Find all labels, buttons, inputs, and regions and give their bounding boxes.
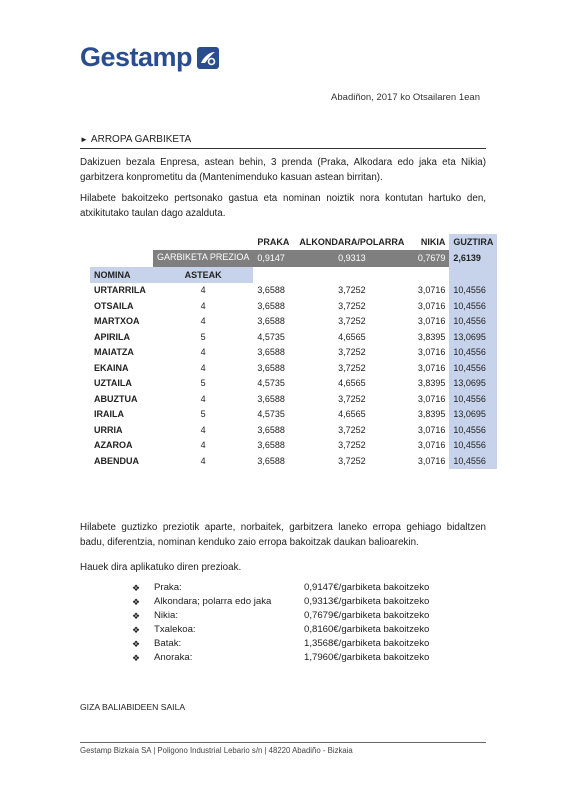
total-cell: 10,4556 [449, 391, 497, 407]
month-cell: UZTAILA [94, 378, 132, 389]
total-cell: 10,4556 [449, 283, 497, 299]
footer-divider [80, 742, 486, 743]
section-divider [80, 148, 486, 149]
item-name: Anoraka: [154, 652, 193, 663]
table-row [90, 298, 497, 314]
weeks-cell: 4 [200, 455, 206, 466]
diamond-bullet-icon: ❖ [132, 611, 141, 621]
item-price: 0,7679€/garbiketa bakoitzeko [304, 610, 430, 621]
total-cell: 10,4556 [449, 314, 497, 330]
praka-cell: 3,6588 [257, 455, 285, 466]
nikia-cell: 3,0716 [417, 424, 446, 435]
alkondara-cell: 3,7252 [338, 362, 366, 373]
praka-cell: 3,6588 [257, 440, 285, 451]
table-row [90, 407, 497, 423]
alkondara-cell: 3,7252 [338, 300, 366, 311]
month-cell: MARTXOA [94, 316, 140, 327]
alkondara-cell: 3,7252 [338, 455, 366, 466]
month-cell: ABUZTUA [94, 393, 138, 404]
cleaning-cost-table [90, 234, 497, 469]
total-cell: 13,0695 [449, 329, 497, 345]
weeks-cell: 4 [200, 362, 206, 373]
total-cell: 10,4556 [449, 360, 497, 376]
table-row [90, 329, 497, 345]
alkondara-cell: 4,6565 [338, 409, 366, 420]
month-cell: MAIATZA [94, 347, 134, 358]
table-row [90, 453, 497, 469]
header-guztira: GUZTIRA [449, 234, 497, 250]
month-cell: ABENDUA [94, 455, 139, 466]
table-row [90, 438, 497, 454]
list-item [132, 637, 429, 651]
price-row [90, 250, 497, 268]
alkondara-cell: 4,6565 [338, 331, 366, 342]
table-row [90, 391, 497, 407]
item-price: 0,9313€/garbiketa bakoitzeko [304, 596, 430, 607]
price-praka: 0,9147 [253, 250, 295, 268]
header-nikia: NIKIA [420, 236, 446, 247]
table-row [90, 360, 497, 376]
alkondara-cell: 3,7252 [338, 347, 366, 358]
table-row [90, 314, 497, 330]
weeks-cell: 5 [200, 378, 206, 389]
praka-cell: 3,6588 [257, 424, 285, 435]
diamond-bullet-icon: ❖ [132, 625, 141, 635]
list-item [132, 623, 429, 637]
praka-cell: 4,5735 [257, 378, 285, 389]
item-name: Nikia: [154, 610, 178, 621]
total-cell: 10,4556 [449, 422, 497, 438]
item-name: Alkondara; polarra edo jaka [154, 596, 272, 607]
nikia-cell: 3,8395 [417, 378, 446, 389]
month-cell: IRAILA [94, 409, 124, 420]
total-cell: 10,4556 [449, 438, 497, 454]
gestamp-logo-icon [196, 46, 220, 70]
list-item [132, 581, 429, 595]
table-row [90, 376, 497, 392]
column-label-row [90, 267, 497, 283]
total-cell: 10,4556 [449, 298, 497, 314]
month-cell: URRIA [94, 424, 123, 435]
month-cell: APIRILA [94, 331, 130, 342]
alkondara-cell: 3,7252 [338, 393, 366, 404]
weeks-cell: 5 [200, 409, 206, 420]
item-name: Txalekoa: [154, 624, 196, 635]
weeks-cell: 4 [200, 300, 206, 311]
month-cell: URTARRILA [94, 285, 146, 296]
nikia-cell: 3,8395 [417, 409, 446, 420]
list-item [132, 595, 429, 609]
nikia-cell: 3,0716 [417, 285, 446, 296]
praka-cell: 3,6588 [257, 362, 285, 373]
extra-clothing-paragraph: Hilabete guztizko preziotik aparte, norbaitek, garbitzera laneko erropa gehiago bidaltzen badu, diferentzia, nominan kenduko zaio erropa bakoitzak daukan balioarekin. [80, 522, 486, 548]
price-guztira: 2,6139 [449, 250, 497, 268]
nikia-cell: 3,0716 [417, 316, 446, 327]
nikia-cell: 3,0716 [417, 393, 446, 404]
item-price: 0,9147€/garbiketa bakoitzeko [304, 582, 430, 593]
diamond-bullet-icon: ❖ [132, 653, 141, 663]
monthly-paragraph: Hilabete bakoitzeko pertsonako gastua eta nominan noiztik nora kontutan hartuko den, atxikitutako taulan dago azalduta. [80, 193, 486, 219]
document-date: Abadiñon, 2017 ko Otsailaren 1ean [331, 92, 480, 103]
praka-cell: 3,6588 [257, 285, 285, 296]
header-praka: PRAKA [257, 236, 290, 247]
diamond-bullet-icon: ❖ [132, 583, 141, 593]
month-cell: OTSAILA [94, 300, 134, 311]
nikia-cell: 3,0716 [417, 347, 446, 358]
diamond-bullet-icon: ❖ [132, 597, 141, 607]
nikia-cell: 3,0716 [417, 300, 446, 311]
list-item [132, 651, 429, 665]
section-title [80, 134, 191, 145]
total-cell: 13,0695 [449, 407, 497, 423]
company-logo [80, 42, 220, 73]
total-cell: 13,0695 [449, 376, 497, 392]
alkondara-cell: 4,6565 [338, 378, 366, 389]
item-price: 0,8160€/garbiketa bakoitzeko [304, 624, 430, 635]
weeks-cell: 4 [200, 285, 206, 296]
table-row [90, 422, 497, 438]
item-price: 1,7960€/garbiketa bakoitzeko [304, 652, 430, 663]
label-asteak: ASTEAK [153, 267, 253, 283]
item-name: Praka: [154, 582, 182, 593]
footer-address: Gestamp Bizkaia SA | Poligono Industrial Lebario s/n | 48220 Abadiño - Bizkaia [80, 746, 353, 755]
table-row [90, 283, 497, 299]
alkondara-cell: 3,7252 [338, 424, 366, 435]
praka-cell: 3,6588 [257, 316, 285, 327]
month-cell: AZAROA [94, 440, 133, 451]
item-name: Batak: [154, 638, 182, 649]
table-header-row [90, 234, 497, 250]
weeks-cell: 4 [200, 424, 206, 435]
month-cell: EKAINA [94, 362, 129, 373]
praka-cell: 3,6588 [257, 347, 285, 358]
table-row [90, 345, 497, 361]
price-list [132, 581, 429, 665]
nikia-cell: 3,0716 [417, 440, 446, 451]
weeks-cell: 4 [200, 393, 206, 404]
price-alkondara: 0,9313 [295, 250, 408, 268]
label-nomina: NOMINA [90, 267, 153, 283]
list-item [132, 609, 429, 623]
alkondara-cell: 3,7252 [338, 440, 366, 451]
diamond-bullet-icon: ❖ [132, 639, 141, 649]
praka-cell: 3,6588 [257, 300, 285, 311]
praka-cell: 3,6588 [257, 393, 285, 404]
department-signoff: GIZA BALIABIDEEN SAILA [80, 702, 186, 712]
intro-paragraph: Dakizuen bezala Enpresa, astean behin, 3 prenda (Praka, Alkodara edo jaka eta Nikia) garbitzera konprometitu da (Mantenimenduko kasuan astean birritan). [80, 157, 486, 183]
header-alkondara: ALKONDARA/POLARRA [299, 236, 405, 247]
logo-text: Gestamp [80, 42, 193, 72]
nikia-cell: 3,8395 [417, 331, 446, 342]
praka-cell: 4,5735 [257, 331, 285, 342]
weeks-cell: 4 [200, 440, 206, 451]
total-cell: 10,4556 [449, 345, 497, 361]
praka-cell: 4,5735 [257, 409, 285, 420]
section-title-text: ARROPA GARBIKETA [90, 134, 192, 145]
price-row-label: GARBIKETA PREZIOA [153, 250, 253, 268]
item-price: 1,3568€/garbiketa bakoitzeko [304, 638, 430, 649]
alkondara-cell: 3,7252 [338, 316, 366, 327]
alkondara-cell: 3,7252 [338, 285, 366, 296]
price-nikia: 0,7679 [408, 250, 449, 268]
nikia-cell: 3,0716 [417, 455, 446, 466]
nikia-cell: 3,0716 [417, 362, 446, 373]
weeks-cell: 4 [200, 347, 206, 358]
weeks-cell: 5 [200, 331, 206, 342]
triangle-right-icon: ► [80, 135, 88, 144]
prices-intro: Hauek dira aplikatuko diren prezioak. [80, 562, 242, 573]
weeks-cell: 4 [200, 316, 206, 327]
total-cell: 10,4556 [449, 453, 497, 469]
